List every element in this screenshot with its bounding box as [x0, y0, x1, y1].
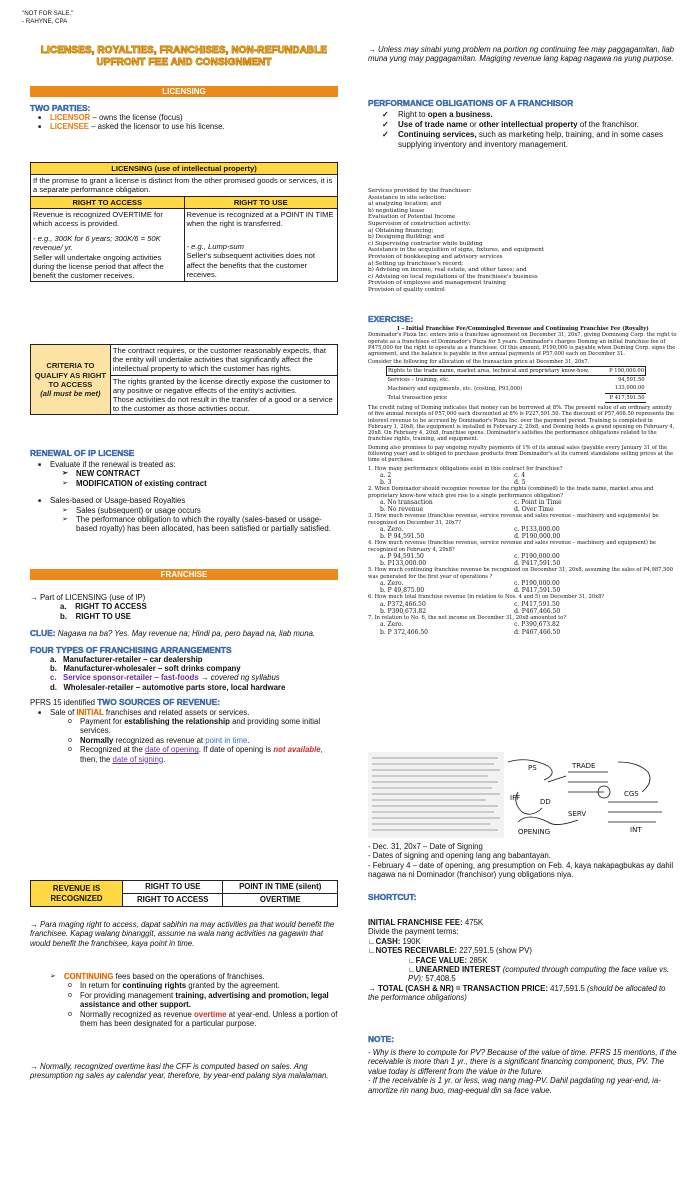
license-table-head: LICENSING (use of intellectual property) — [31, 163, 338, 175]
use-cell — [184, 208, 338, 281]
types-list — [30, 655, 338, 693]
franchise-part: → Part of LICENSING (use of IP) — [30, 593, 146, 602]
two-parties-section — [30, 103, 338, 132]
franchise-b-text: RIGHT TO USE — [75, 611, 131, 621]
criteria-label — [31, 345, 111, 415]
licensor-item — [50, 113, 338, 122]
sale-s2: o Normally recognized as revenue at point in time. — [68, 736, 338, 745]
hand-note-6: SERV — [568, 810, 587, 818]
licensee-item — [50, 122, 338, 131]
sale-s3: o Recognized at the date of opening. If date of opening is not available, then, the date of signing. — [68, 745, 338, 764]
exercise-heading: EXERCISE: — [368, 314, 414, 324]
cash-line: ∟CASH: 190K — [368, 936, 421, 946]
criteria-2: The rights granted by the license directly expose the customer to any positive or negative effects of the entity's activities. — [112, 376, 331, 395]
renewal-section — [30, 448, 338, 534]
rev-label: REVENUE IS RECOGNIZED — [31, 881, 123, 907]
total-line: → TOTAL (CASH & NR) = TRANSACTION PRICE: 417,591.5 (should be allocated to the performance obligations) — [368, 983, 666, 1003]
hand-note-4: TRADE — [572, 762, 596, 770]
dates-3: - February 4 – date of opening, ang presumption on Feb. 4, kaya nakapagbukas ay dahil nagawa na ni Dominador (franchisor) yung obligations niya. — [368, 860, 674, 880]
sale-s1: o Payment for establishing the relationship and providing some initial services. — [68, 717, 338, 736]
po-list — [380, 110, 678, 150]
nr-line: ∟NOTES RECEIVABLE: 227,591.5 (show PV) — [368, 946, 532, 956]
handwritten-notes-svg — [368, 752, 678, 838]
page-title: LICENSES, ROYALTIES, FRANCHISES, NON-REFUNDABLE UPFRONT FEE AND CONSIGNMENT — [40, 45, 328, 68]
franchise-a: a. RIGHT TO ACCESS — [60, 602, 147, 612]
access-more: Seller will undertake ongoing activities during the license period that affect the benefit the customer receives. — [33, 252, 164, 281]
clue-label: CLUE: — [30, 628, 56, 639]
license-table-intro: If the promise to grant a license is distinct from the other promised goods or services, it is a separate performance obligation. — [31, 175, 338, 196]
q6: 6. How much total franchise revenue (in relation to Nos. 4 and 5) on December 31, 20x8? a. P372,466.50 c. P417,591.50 b. P390,673.82 d. P467,466.50 — [368, 594, 605, 615]
renewal-eval: ■ Evaluate if the renewal is treated as: — [50, 460, 338, 469]
royalty-r1: ➢ Sales (subsequent) or usage occurs — [62, 506, 338, 515]
franchise-a-text: RIGHT TO ACCESS — [75, 602, 147, 612]
shortcut-heading: SHORTCUT: — [368, 892, 417, 902]
iff-line: INITIAL FRANCHISE FEE: 475K — [368, 918, 484, 927]
hand-note-3: DD — [540, 798, 551, 806]
services-list: Services provided by the franchisor: Assistance in site selection: a) analyzing location; and b) negotiating lease Evaluation of Potential Income Supervision of construction activity: a) Obtaining financing; b) Designing Building; and c) Supervising contractor while building Assistance in the acquisition of signs, fixtures, and equipment Provision of bookkeeping and advisory services a) Setting up franchisee's record; b) Advising on income, real estate, and other taxes; and c) Advising on local regulations of the franchisee's business Provision of employee and management training Provision of quality control — [368, 188, 668, 294]
hand-note-2: PS — [528, 764, 537, 772]
criteria-1: The contract requires, or the customer reasonably expects, that the entity will undertake activities that significantly affect the intellectual property to which the customer has rights. — [110, 345, 337, 376]
q1: 1. How many performance obligations exist in this contract for franchise? a. 2 c. 4 b. 3 d. 5 — [368, 465, 563, 487]
q2: 2. When Dominador should recognize revenue for the rights (combined) to the trade name, market area and proprietary know-how which give rise to a single performance obligation? a. No transaction c. Point in Time b. No revenue d. Over Time — [368, 486, 654, 514]
use-example: - e.g., Lump-sum — [186, 242, 244, 252]
clue — [30, 629, 338, 638]
hand-note-8: INT — [630, 826, 642, 834]
dates-1: - Dec. 31, 20x7 – Date of Signing — [368, 842, 483, 851]
hand-note-1: IFF — [510, 794, 521, 802]
note-heading: NOTE: — [368, 1034, 395, 1044]
handwritten-notes-image — [368, 752, 678, 838]
fv-line: ∟FACE VALUE: 285K — [408, 955, 488, 965]
continuing-section — [50, 972, 338, 1028]
criteria-2-3 — [110, 375, 337, 415]
alloc-table: Rights to the trade name, market area, technical and proprietary know-how, P 190,000.00 Services – training, etc. 94,591.50 Machinery and equipments, etc. (costing, P93,000) 133,000.00 Total transaction price P 417,591.50 — [387, 367, 645, 401]
licensor-text: – owns the license (focus) — [90, 113, 183, 122]
renewal-heading: RENEWAL OF IP LICENSE — [30, 448, 135, 458]
type-b: b. Manufacturer-wholesaler – soft drinks company — [50, 664, 241, 674]
exercise-text2: The credit rating of Doming indicates that money can be borrowed at 8%. The present value of an ordinary annuity of five annual receipts of P57,000 each discounted at 8% is P227,591.50. The discount of P57,408.50 represents the interest revenue to be accrued by Dominador's Pizza Inc. over the payment period. Training is completed in February 1, 20x8, the equipment is installed in February 2, 20x8, and Doming holds a grand opening on February 4, 20x8. On February 4, 20x8, franchise opens. Dominador's satisfies the performance obligations related to the franchise rights, training, and equipment. — [368, 404, 675, 443]
dates-block — [368, 842, 678, 880]
po-heading: PERFORMANCE OBLIGATIONS OF A FRANCHISOR — [368, 98, 574, 108]
col-right-to-access: RIGHT TO ACCESS — [31, 196, 185, 208]
renewal-opt-mod-text: MODIFICATION of existing contract — [76, 478, 207, 488]
rev-r1c2: RIGHT TO USE — [123, 881, 223, 894]
criteria-table — [30, 344, 338, 415]
pfrs-highlight: TWO SOURCES OF REVENUE: — [97, 697, 221, 708]
po-3: ✓ Continuing services, such as marketing help, training, and in some cases supplying inventory and inventory management. — [380, 130, 678, 150]
type-a: a. Manufacturer-retailer – car dealership — [50, 654, 203, 664]
renewal-opt-mod — [62, 479, 338, 488]
q5: 5. How much continuing franchise revenue be recognized on December 31, 20x8, assuming the sales of P4,987,500 was generated for the first year of operations ? a. Zero. c. P190,000.00 b. P 49,875.00 d. P417,591.50 — [368, 567, 673, 595]
franchise-section — [30, 593, 338, 764]
dates-2: - Dates of signing and opening lang ang babantayan. — [368, 851, 551, 861]
q3: 3. How much revenue (franchise revenue, service revenue and sales revenue – machinery and equipments) be recognized on December 31, 20x7? a. Zero. c. P133,000.00 b. P 94,591.50 d. P190,000.00 — [368, 513, 659, 541]
note-1: - Why is there to compute for PV? Because of the value of time. PFRS 15 mentions, if the receivable is more than 1 yr., there is a significant financing component, thus, PV. The value today is different from the value in the future. — [368, 1048, 677, 1076]
rev-r2c3: OVERTIME — [223, 894, 338, 907]
renewal-opt-new: ➢ NEW CONTRACT — [62, 469, 338, 478]
two-parties-heading: TWO PARTIES: — [30, 103, 91, 113]
services-title: Services provided by the franchisor: — [368, 188, 472, 194]
criteria-label-note: (all must be met) — [40, 388, 101, 398]
continuing-line: ➢ CONTINUING fees based on the operations of franchises. — [50, 972, 338, 981]
type-c: c. Service sponsor-retailer – fast-foods → covered ng syllabus — [50, 673, 280, 683]
licensing-bar: LICENSING — [30, 86, 338, 97]
cont-c2: o For providing management training, advertising and promotion, legal assistance and other support. — [68, 991, 338, 1010]
q4: 4. How much revenue (franchise revenue, service revenue and sales revenue – machinery and equipment) be recognized on February 4, 20x8? a. P 94,591.50 c. P190,000.00 b. P133,000.00 d. P417,591.50 — [368, 540, 656, 568]
use-more: Seller's subsequent activities does not affect the benefits that the customer receives. — [186, 251, 316, 279]
cont-c3: o Normally recognized as revenue overtime at year-end. Unless a portion of them has been designated for a particular purpose. — [68, 1010, 338, 1029]
para-overtime: → Normally, recognized overtime kasi the CFF is computed based on sales. Ang presumption ng sales ay calendar year, therefore, by year-end palang siya malalaman. — [30, 1062, 329, 1081]
licensee-text: – asked the licensor to use his license. — [89, 122, 225, 132]
type-d: d. Wholesaler-retailer – automotive parts store, local hardware — [50, 682, 286, 692]
exercise-consider: Consider the following for allocation of the transaction price at December 31, 20x7. — [368, 359, 590, 366]
hand-note-7: OPENING — [518, 828, 551, 836]
criteria-label-text: CRITERIA TO QUALIFY AS RIGHT TO ACCESS — [34, 361, 107, 389]
royalty-r2: ➢ The performance obligation to which the royalty (sales-based or usage-based royalty) has been allocated, has been satisfied or partially satisfied. — [62, 515, 338, 534]
hand-note-5: CGS — [624, 790, 639, 798]
po-1: ✓ Right to open a business. — [380, 110, 678, 120]
access-cell — [31, 208, 185, 281]
license-table — [30, 162, 338, 282]
sale-item: ■ Sale of INITIAL franchises and related assets or services. — [50, 708, 338, 717]
criteria-3: Those activities do not result in the transfer of a good or a service to the customer as those activities occur. — [112, 395, 333, 414]
licensor-term: LICENSOR — [50, 113, 91, 122]
exercise-text: Dominador's Pizza Inc. enters into a franchise agreement on December 31, 20x7, giving Dominong Corp. the right to operate as a franchisee of Dominador's Pizza for 5 years. Dominador's charges Doming an initial franchise fee of P475,000 for the right to operate as a franchisee. Of this amount, P190,000 is payable when Doming Corp. signs the agreement, and the balance is payable in five annual payments of P57,000 each on December 31. — [368, 332, 677, 358]
ui-line: ∟UNEARNED INTEREST (computed through computing the face value vs. PV): 57,408.5 — [408, 965, 670, 984]
franchise-bar: FRANCHISE — [30, 569, 338, 580]
clue-text: Nagawa na ba? Yes. May revenue na; Hindi pa, pero bayad na, liab muna. — [57, 629, 316, 639]
questions — [368, 466, 678, 636]
royalties-item: ■ Sales-based or Usage-based Royalties — [50, 496, 338, 505]
revenue-table — [30, 880, 338, 907]
unless-para: → Unless may sinabi yung problem na portion ng continuing fee may paggagamitan, liab muna yung may paggagamitan. Magiging revenue lang kapag nagawa na yung purpose. — [368, 45, 674, 64]
cont-c1: o In return for continuing rights granted by the agreement. — [68, 981, 338, 990]
types-heading: FOUR TYPES OF FRANCHISING ARRANGEMENTS — [30, 644, 232, 655]
note-2: - If the receivable is 1 yr. or less, wag nang mag-PV. Dahil pagdating ng year-end, ia-amortize rin nang buo, mag-eequal din sa face value. — [368, 1076, 661, 1095]
exercise-title: I – Initial Franchise Fee/Commingled Revenue and Continuing Franchise Fee (Royalty) — [397, 326, 649, 332]
access-text: Revenue is recognized OVERTIME for which access is provided. — [33, 209, 163, 229]
note-section — [368, 1048, 678, 1095]
franchise-b: b. RIGHT TO USE — [60, 611, 131, 621]
shortcut-block — [368, 918, 678, 1003]
licensee-term: LICENSEE — [50, 122, 89, 132]
access-example: - e.g., 300K for 6 years; 300K/6 = 50K revenue/ yr. — [33, 234, 161, 253]
use-text: Revenue is recognized at a POINT IN TIME when the right is transferred. — [186, 209, 334, 229]
divide-line: Divide the payment terms: — [368, 927, 459, 937]
para-access: → Para maging right to access, dapat sabihin na may activities pa that would benefit the franchisee. Kapag walang binanggit, assume na wala nang activities na gagawin that would benefit the franchisee, kaya point in time. — [30, 920, 335, 948]
q7: 7. In relation to No. 6, the net income on December 31, 20x8 amounted to? a. Zero. c. P390,673.82 b. P 372,466.50 d. P467,466.50 — [368, 615, 567, 636]
po-2: ✓ Use of trade name or other intellectual property of the franchisor. — [380, 120, 678, 130]
rev-r2c2: RIGHT TO ACCESS — [123, 894, 223, 907]
pfrs-text: PFRS 15 identified — [30, 698, 96, 708]
note-line1: "NOT FOR SALE." — [22, 10, 74, 17]
col-right-to-use: RIGHT TO USE — [184, 196, 338, 208]
pfrs-line — [30, 698, 338, 707]
rev-r1c3: POINT IN TIME (silent) — [223, 881, 338, 894]
note-line2: - RAHYNE, CPA — [22, 17, 68, 25]
exercise-block — [368, 326, 678, 636]
exercise-text3: Doming also promises to pay ongoing royalty payments of 1% of its annual sales (payable every January 31 of the following year) and is obliged to purchase products from Dominador's at its current standalone selling prices at the time of purchase. — [368, 444, 674, 464]
note-block — [22, 10, 142, 25]
